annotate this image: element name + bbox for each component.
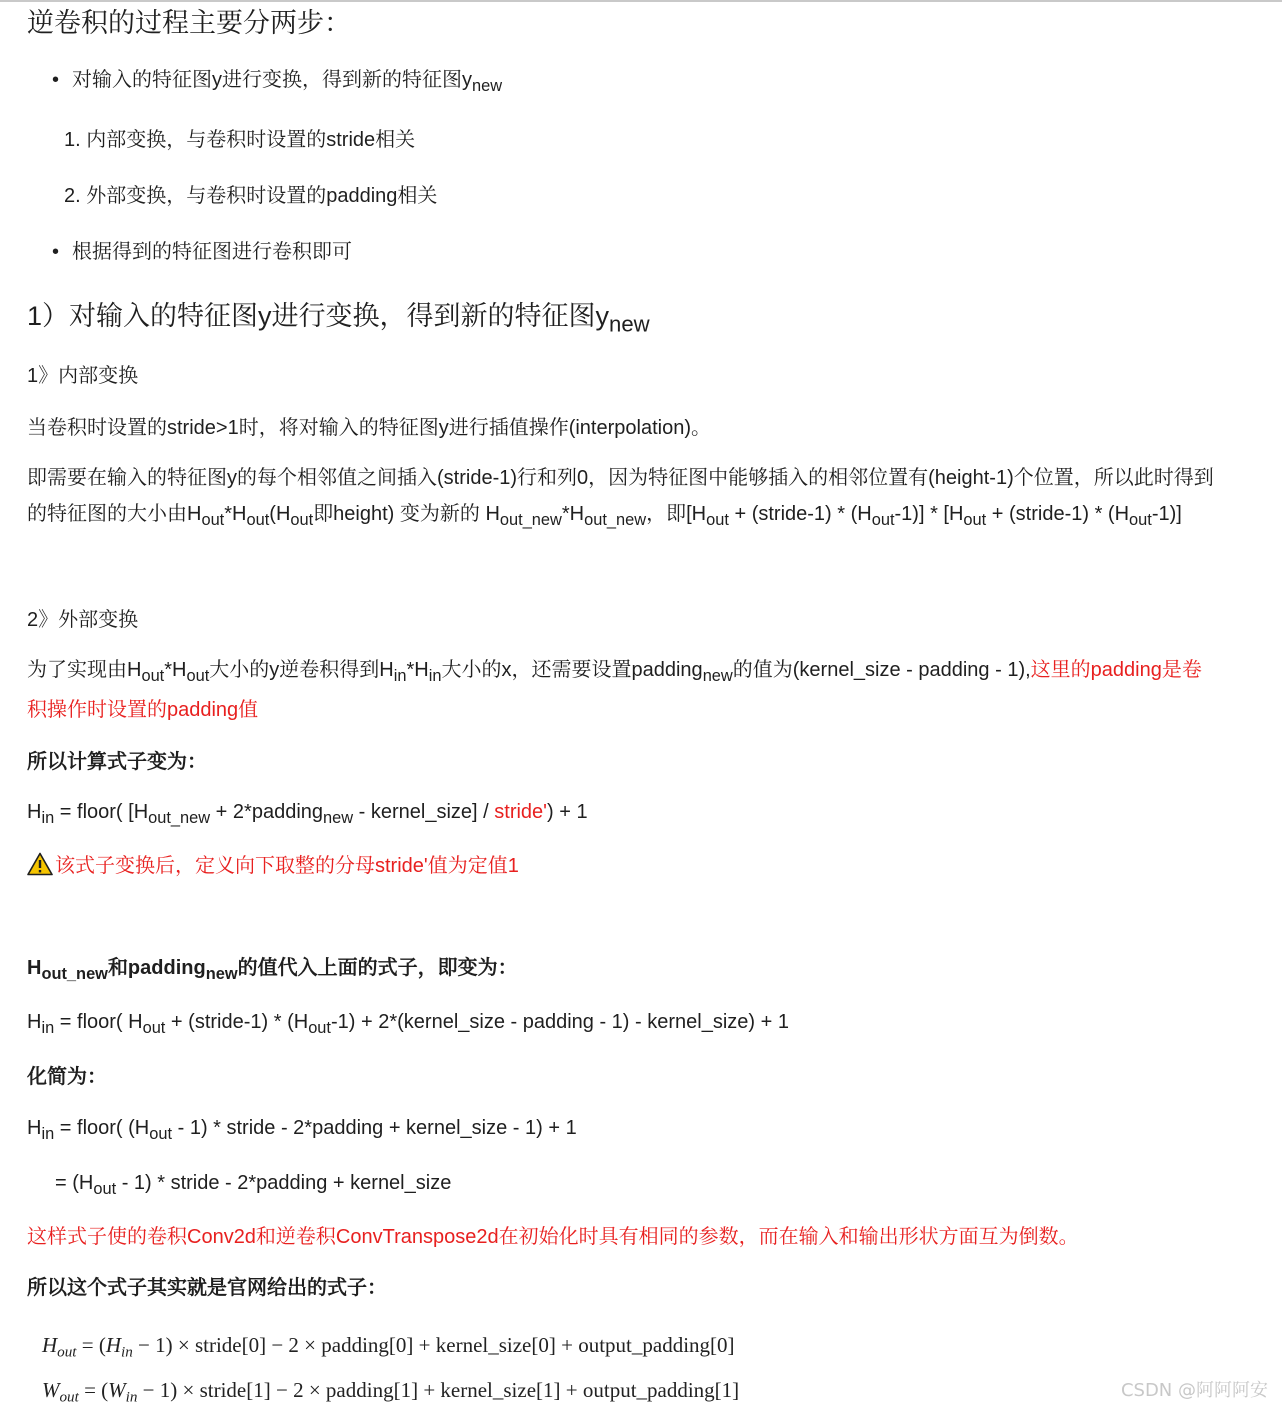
formula-4: = $(H_{out} - 1)$ * stride - 2*padding + kernel_size — [55, 1172, 452, 1198]
bullet-transform: • 对输入的特征图y进行变换，得到新的特征图$y_{new}$ — [72, 66, 502, 94]
official-formula-h: $H_{out} = (H_{in} - 1)$ × stride[0] − 2 × padding[0] + kernel_size[0] + output_padding[0] — [42, 1333, 735, 1361]
formula-2: $H_{in}$ = floor( $H_{out}$ + (stride-1) * $(H_{out}-1)$ + 2*(kernel_size - padding - 1) - kernel_size) + 1 — [27, 1011, 789, 1037]
formula-label-4: 所以这个式子其实就是官网给出的式子： — [27, 1277, 387, 1299]
section-heading: 1）对输入的特征图y进行变换，得到新的特征图$y_{new}$ — [27, 301, 650, 337]
conclusion-note: 这样式子使的卷积Conv2d和逆卷积ConvTranspose2d在初始化时具有相同的参数，而在输入和输出形状方面互为倒数。 — [27, 1226, 1079, 1248]
formula-3: $H_{in}$ = floor( $(H_{out} - 1)$ * stride - 2*padding + kernel_size - 1) + 1 — [27, 1117, 577, 1143]
interp-text: 当卷积时设置的stride>1时，将对输入的特征图y进行插值操作(interpolation)。 — [27, 417, 711, 439]
warning-icon — [27, 852, 53, 876]
top-border — [0, 0, 1282, 2]
inner-transform-title: 1》内部变换 — [27, 365, 139, 387]
warning-note: 该式子变换后，定义向下取整的分母stride'值为定值1 — [27, 852, 519, 880]
bullet-convolve: • 根据得到的特征图进行卷积即可 — [72, 238, 352, 266]
formula-label-1: 所以计算式子变为： — [27, 751, 207, 773]
formula-label-2: $H_{out\_new}$和padding$_{new}$的值代入上面的式子，即变为： — [27, 957, 518, 983]
formula-label-3: 化简为： — [27, 1066, 107, 1088]
page-title: 逆卷积的过程主要分两步： — [27, 8, 351, 38]
list-item-outer: 2. 外部变换，与卷积时设置的padding相关 — [64, 185, 438, 207]
outer-line-1: 为了实现由$H_{out}*H_{out}$大小的y逆卷积得到$H_{in}*H_{in}$大小的x，还需要设置padding$_{new}$的值为(kernel_size - padding - 1),这里的padding是卷 — [27, 659, 1202, 685]
formula-1: $H_{in}$ = floor( [$H_{out\_new}$ + 2*padding$_{new}$ - kernel_size] / stride') + 1 — [27, 801, 588, 827]
csdn-watermark: CSDN @阿阿阿安 — [1120, 1380, 1268, 1401]
list-item-inner: 1. 内部变换，与卷积时设置的stride相关 — [64, 129, 416, 151]
para-line-2: 的特征图的大小由$H_{out}*H_{out}(H_{out}$即height) 变为新的 $H_{out\_new}*H_{out\_new}$，即[$H_{out}$ + (stride-1) * $(H_{out}-1)] * [H_{out}$ + (stride-1) * $(H_{out}-1)$] — [27, 503, 1182, 529]
outer-line-2: 积操作时设置的padding值 — [27, 699, 259, 721]
para-line-1: 即需要在输入的特征图y的每个相邻值之间插入(stride-1)行和列0，因为特征图中能够插入的相邻位置有(height-1)个位置，所以此时得到 — [27, 467, 1214, 489]
outer-transform-title: 2》外部变换 — [27, 609, 139, 631]
official-formula-w: $W_{out} = (W_{in} - 1)$ × stride[1] − 2 × padding[1] + kernel_size[1] + output_padding[1] — [42, 1378, 740, 1406]
